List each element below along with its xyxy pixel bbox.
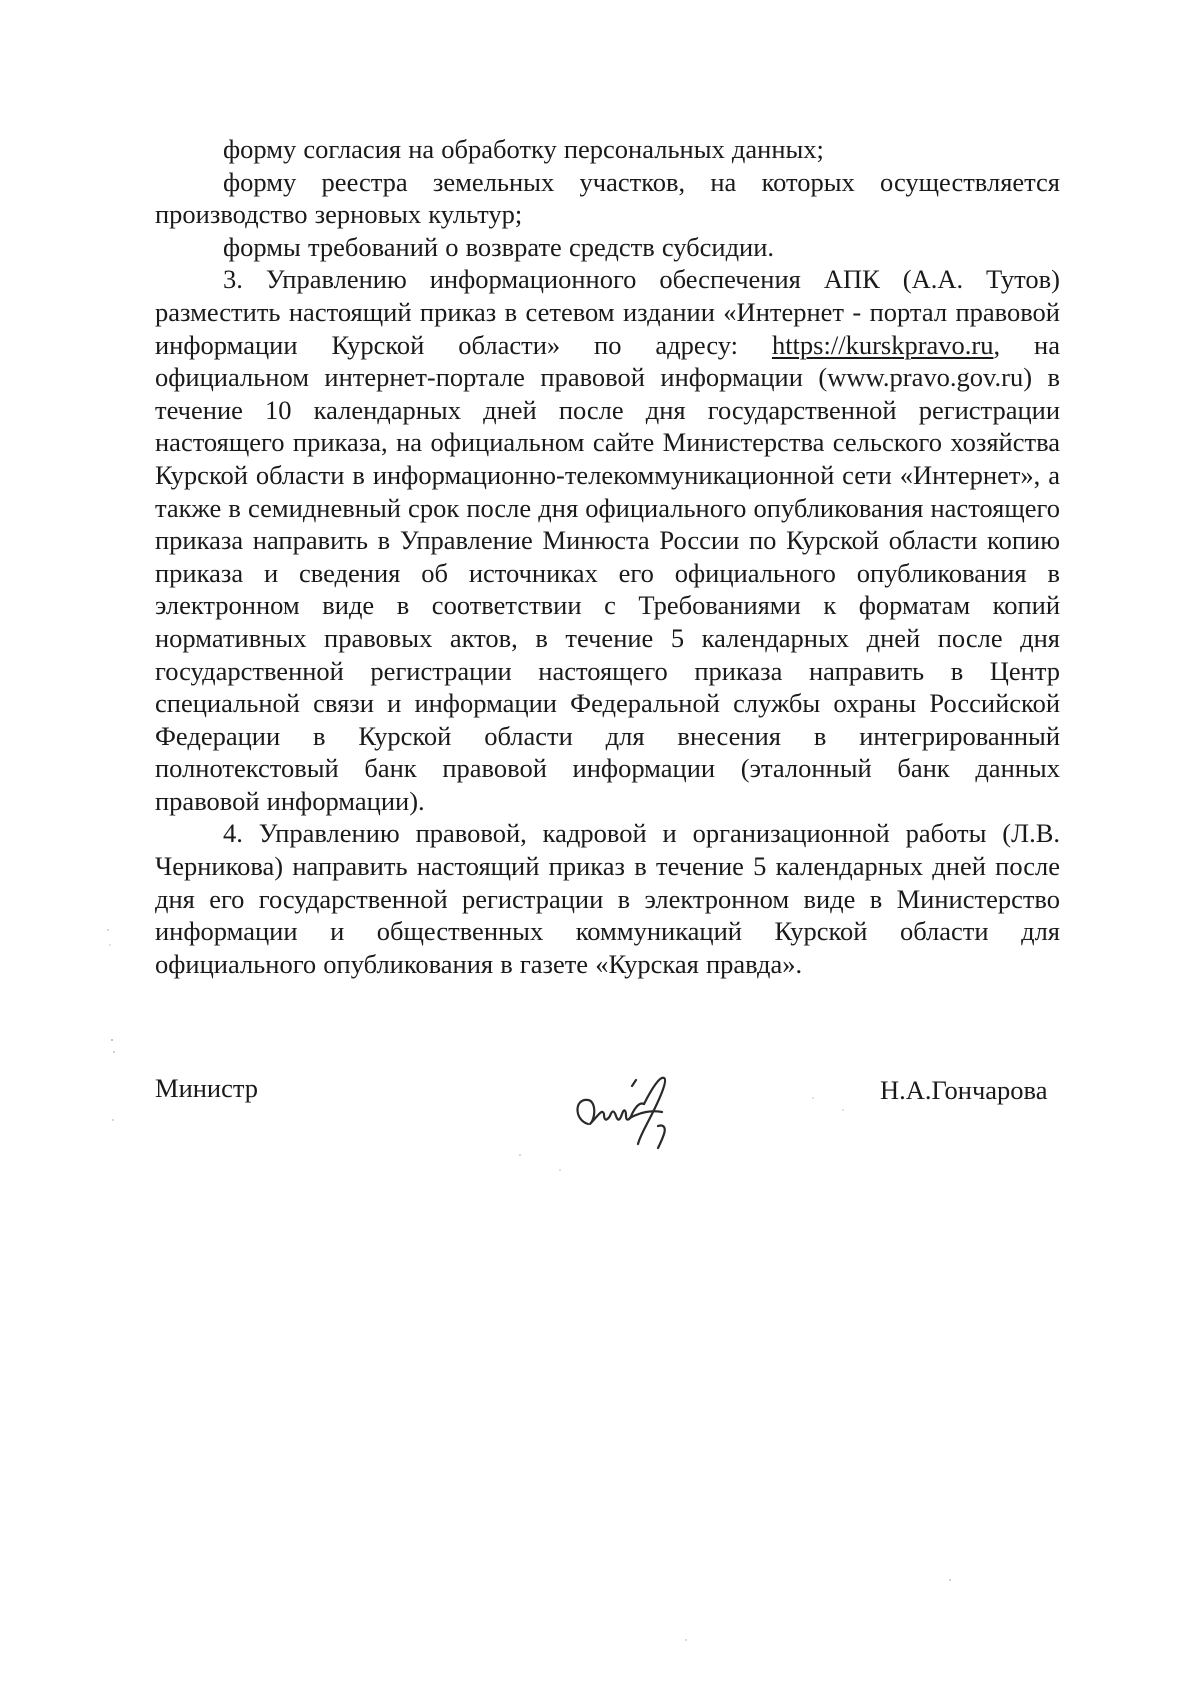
paragraph-item-4: 4. Управлению правовой, кадровой и организационной работы (Л.В. Черникова) направить настоящий приказ в течение 5 календарных дней после дня его государственной регистрации в электронном виде в Министерство информации и общественных коммуникаций Курской области для официального опубликования в газете «Курская правда». bbox=[155, 818, 1060, 979]
paragraph-land-registry-form: форму реестра земельных участков, на которых осуществляется производство зерновых культур; bbox=[155, 166, 1060, 230]
paragraph-consent-form: форму согласия на обработку персональных данных; bbox=[223, 134, 824, 164]
document-body bbox=[155, 133, 1060, 980]
item-3-text-before-url: 3. Управлению информационного обеспечения АПК (А.А. Тутов) разместить настоящий приказ в сетевом издании «Интернет - портал правовой информации Курской области» по адресу: bbox=[155, 264, 1060, 360]
signatory-name: Н.А.Гончарова bbox=[880, 1075, 1048, 1105]
paragraph-refund-demand-forms: формы требований о возврате средств субсидии. bbox=[223, 231, 775, 262]
kurskpravo-link[interactable]: https://kurskpravo.ru bbox=[771, 329, 994, 360]
handwritten-signature bbox=[560, 1058, 720, 1158]
paragraph-item-3 bbox=[155, 263, 1060, 817]
signatory-position: Министр bbox=[155, 1073, 259, 1103]
item-3-text-after-url: , на официальном интернет-портале правовой информации (www.pravo.gov.ru) в течение 10 календарных дней после дня государственной регистрации настоящего приказа, на официальном сайте Министерства сельского хозяйства Курской области в информационно-телекоммуникационной сети «Интернет», а также в семидневный срок после дня официального опубликования настоящего приказа направить в Управление Минюста России по Курской области копию приказа и сведения об источниках его официального опубликования в электронном виде в соответствии с Требованиями к форматам копий нормативных правовых актов, в течение 5 календарных дней после дня государственной регистрации настоящего приказа направить в Центр специальной связи и информации Федеральной службы охраны Российской Федерации в Курской области для внесения в интегрированный полнотекстовый банк правовой информации (эталонный банк данных правовой информации). bbox=[155, 329, 1060, 816]
